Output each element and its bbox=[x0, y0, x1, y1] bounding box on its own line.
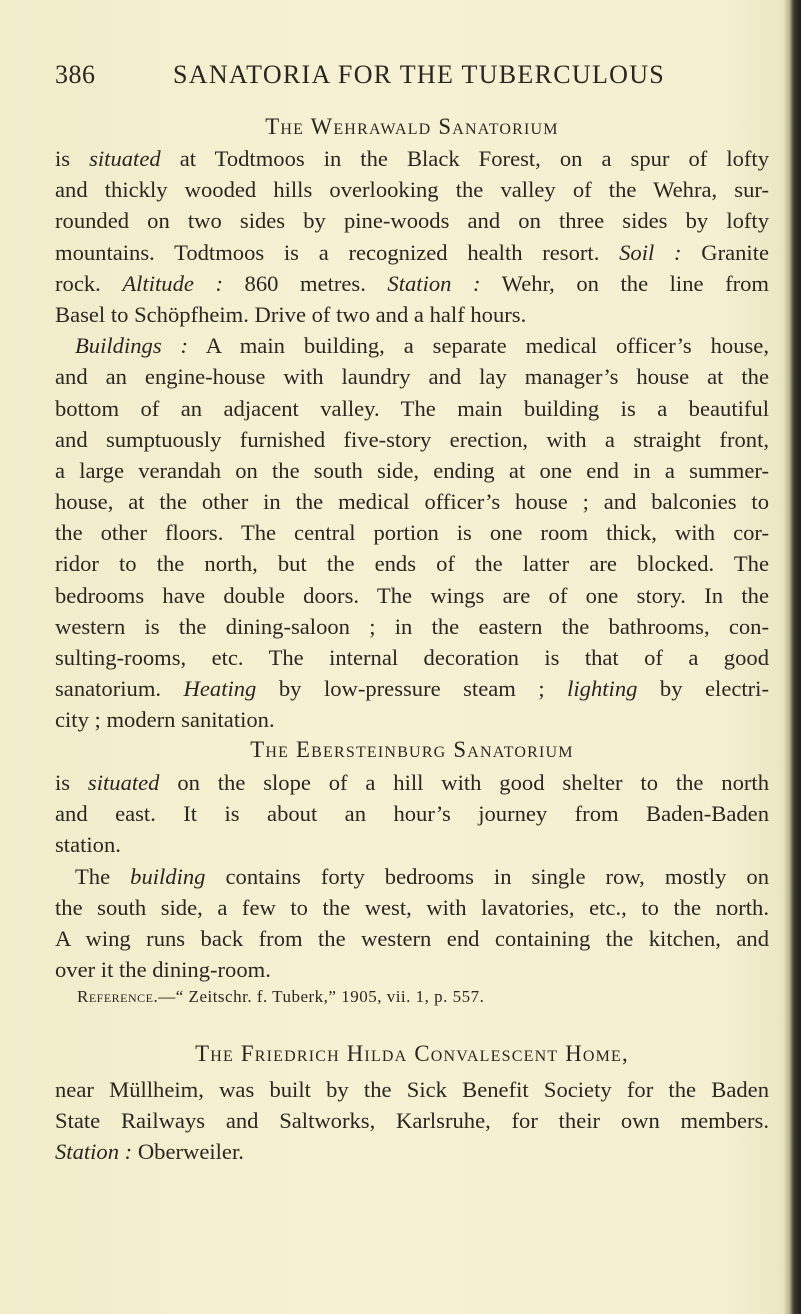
text-line: over it the dining-room. bbox=[55, 957, 271, 983]
text-line: near Müllheim, was built by the Sick Benefit Society for the Baden bbox=[55, 1077, 769, 1102]
text-line: is situated on the slope of a hill with good shelter to the north bbox=[55, 770, 769, 795]
italic-term: situated bbox=[87, 770, 160, 795]
text-line: and thickly wooded hills overlooking the valley of the Wehra, sur- bbox=[55, 177, 769, 203]
text-line: Station : Oberweiler. bbox=[55, 1139, 244, 1165]
text-line: is situated at Todtmoos in the Black Forest, on a spur of lofty bbox=[55, 146, 770, 171]
text-line: the south side, a few to the west, with lavatories, etc., to the north. bbox=[55, 894, 769, 920]
text-line: bottom of an adjacent valley. The main building is a beautiful bbox=[55, 395, 769, 421]
section-heading-wehrawald: The Wehrawald Sanatorium bbox=[265, 114, 559, 139]
text-line: station. bbox=[55, 832, 121, 858]
text-line: and an engine-house with laundry and lay manager’s house at the bbox=[55, 364, 769, 390]
text-line: the other floors. The central portion is one room thick, with cor- bbox=[55, 520, 769, 546]
text-line: mountains. Todtmoos is a recognized health resort. Soil : Granite bbox=[55, 239, 770, 265]
italic-term: Soil : bbox=[619, 239, 682, 265]
text-line: State Railways and Saltworks, Karlsruhe, for their own members. bbox=[55, 1108, 769, 1134]
text-line: sulting-rooms, etc. The internal decoration is that of a good bbox=[55, 645, 769, 670]
text-line: Buildings : A main building, a separate medical officer’s house, bbox=[75, 333, 769, 359]
text-line: western is the dining-saloon ; in the eastern the bathrooms, con- bbox=[55, 613, 769, 639]
text-line: Basel to Schöpfheim. Drive of two and a half hours. bbox=[55, 301, 527, 327]
italic-term: lighting bbox=[567, 676, 638, 702]
section-body-friedrich-hilda bbox=[55, 1074, 769, 1168]
section-body-wehrawald bbox=[55, 143, 769, 736]
reference-text: —“ Zeitschr. f. Tuberk,” 1905, vii. 1, p. 557. bbox=[158, 987, 485, 1006]
section-body-ebersteinburg bbox=[55, 767, 769, 985]
italic-term: Station : bbox=[387, 270, 481, 296]
text-line: house, at the other in the medical officer’s house ; and balconies to bbox=[55, 489, 769, 515]
italic-term: building bbox=[130, 863, 206, 889]
text-line: city ; modern sanitation. bbox=[55, 707, 275, 733]
text-line: A wing runs back from the western end containing the kitchen, and bbox=[55, 925, 769, 951]
running-head bbox=[55, 60, 769, 96]
running-title: SANATORIA FOR THE TUBERCULOUS bbox=[173, 60, 666, 89]
text-line: a large verandah on the south side, ending at one end in a summer- bbox=[55, 457, 769, 483]
text-line: and east. It is about an hour’s journey from Baden-Baden bbox=[55, 801, 769, 827]
italic-term: Altitude : bbox=[122, 270, 223, 296]
text-line: rock. Altitude : 860 metres. Station : Wehr, on the line from bbox=[55, 270, 769, 296]
text-line: and sumptuously furnished five-story erection, with a straight front, bbox=[55, 426, 769, 452]
text-line: sanatorium. Heating by low-pressure steam ; lighting by electri- bbox=[55, 676, 769, 702]
text-line: The building contains forty bedrooms in single row, mostly on bbox=[75, 863, 769, 889]
italic-term: Buildings : bbox=[75, 333, 189, 359]
page-number: 386 bbox=[55, 60, 96, 89]
text-line: bedrooms have double doors. The wings are of one story. In the bbox=[55, 582, 769, 608]
text-line: rounded on two sides by pine-woods and on three sides by lofty bbox=[55, 208, 769, 234]
section-heading-friedrich-hilda: The Friedrich Hilda Convalescent Home, bbox=[195, 1041, 629, 1066]
text-line: ridor to the north, but the ends of the latter are blocked. The bbox=[55, 551, 769, 577]
book-binding-edge bbox=[789, 0, 801, 1314]
italic-term: situated bbox=[89, 146, 161, 171]
italic-term: Heating bbox=[183, 676, 257, 702]
italic-term: Station : bbox=[55, 1139, 133, 1165]
reference-note bbox=[77, 987, 484, 1007]
reference-label: Reference. bbox=[77, 987, 159, 1006]
section-heading-ebersteinburg: The Ebersteinburg Sanatorium bbox=[250, 737, 574, 762]
